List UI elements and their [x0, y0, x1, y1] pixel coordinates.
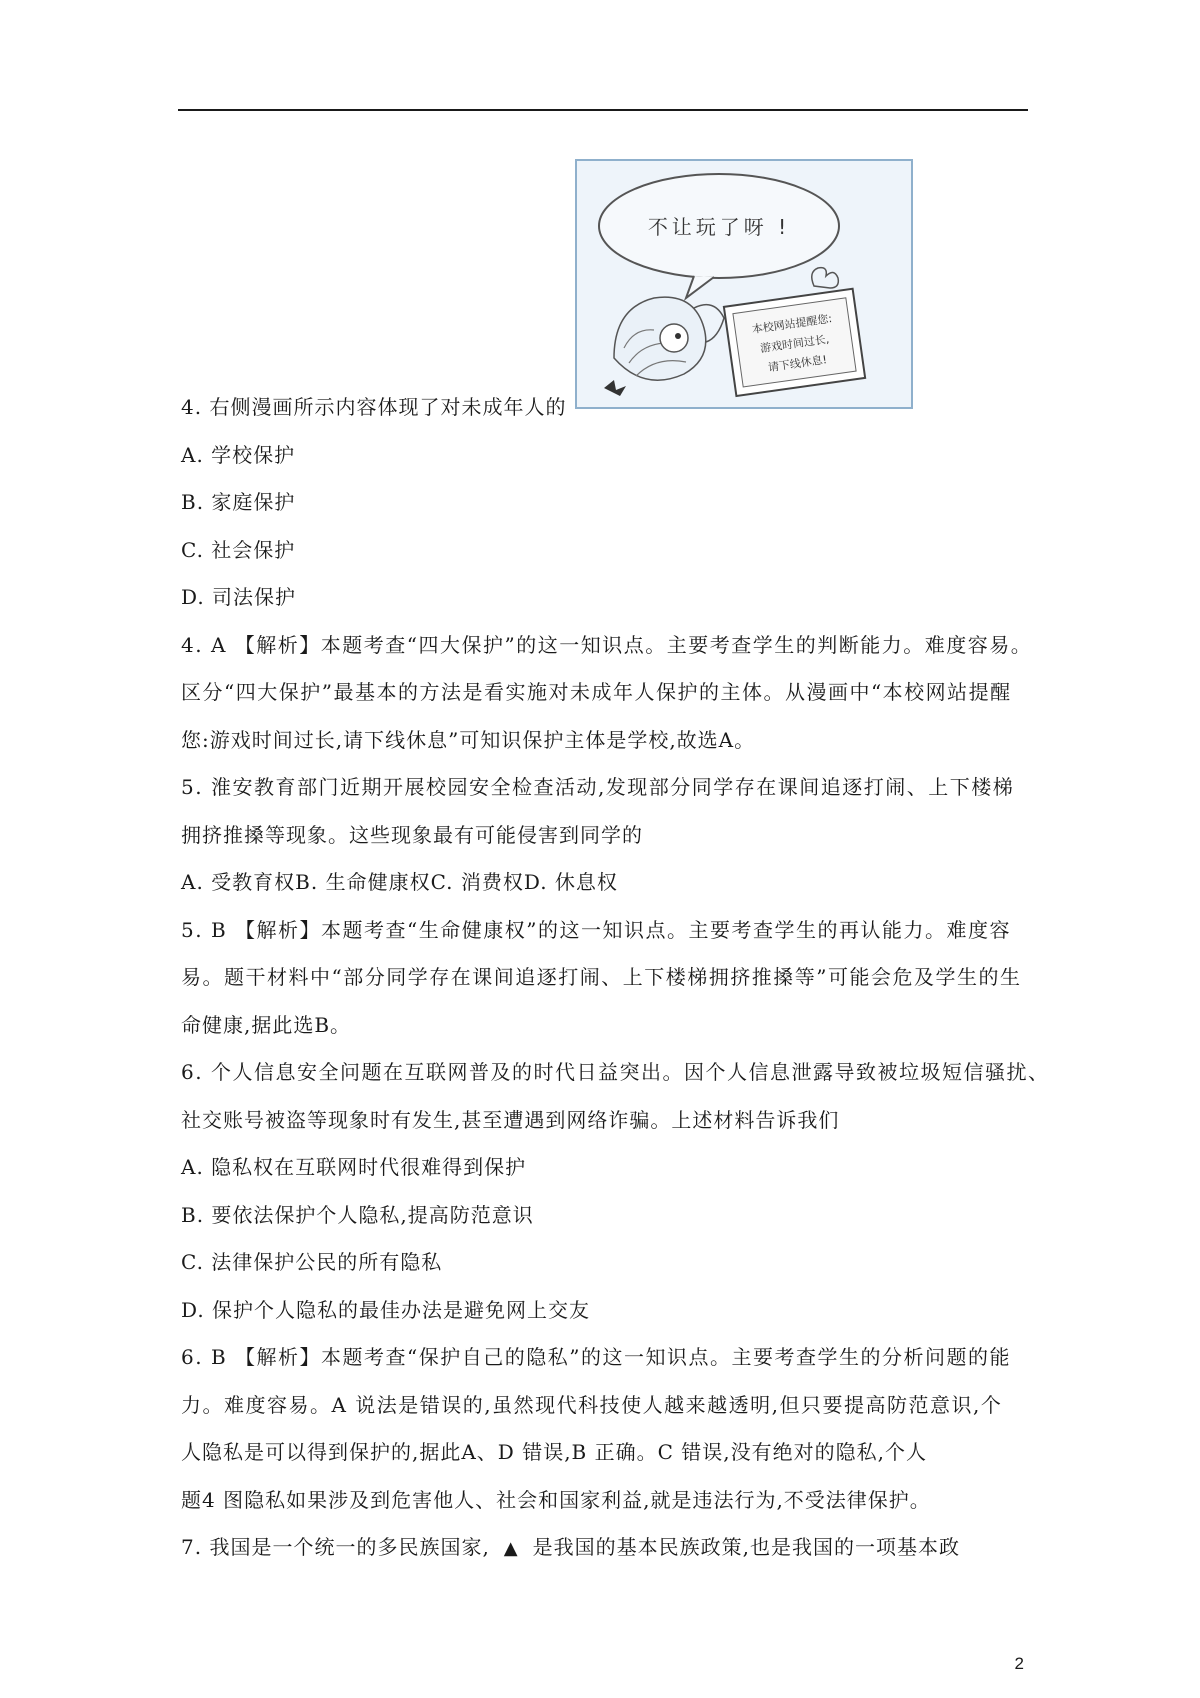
question-4-option-b: B. 家庭保护: [181, 490, 296, 514]
question-5-options: A. 受教育权B. 生命健康权C. 消费权D. 休息权: [181, 870, 618, 894]
speech-text: 不让玩了呀 !: [647, 215, 791, 239]
question-6-option-c: C. 法律保护公民的所有隐私: [181, 1250, 443, 1274]
question-6-line-2: 社交账号被盗等现象时有发生,甚至遭遇到网络诈骗。上述材料告诉我们: [181, 1107, 840, 1132]
question-7-text-before: 7. 我国是一个统一的多民族国家,: [181, 1535, 490, 1559]
cartoon-illustration: [574, 158, 914, 410]
header-rule: [178, 109, 1028, 111]
question-5-line-1: 5. 淮安教育部门近期开展校园安全检查活动,发现部分同学存在课间追逐打闹、上下楼梯: [181, 775, 1015, 799]
answer-4-line-3: 您:游戏时间过长,请下线休息”可知识保护主体是学校,故选A。: [181, 727, 756, 752]
question-6-option-d: D. 保护个人隐私的最佳办法是避免网上交友: [181, 1297, 591, 1322]
screen-line-2: 游戏时间过长,: [759, 332, 831, 356]
answer-4-line-2: 区分“四大保护”最基本的方法是看实施对未成年人保护的主体。从漫画中“本校网站提醒: [181, 680, 1012, 704]
question-6-option-a: A. 隐私权在互联网时代很难得到保护: [181, 1155, 527, 1179]
question-6-option-b: B. 要依法保护个人隐私,提高防范意识: [181, 1202, 534, 1227]
question-7-text-after: 是我国的基本民族政策,也是我国的一项基本政: [532, 1535, 960, 1559]
question-6-line-1: 6. 个人信息安全问题在互联网普及的时代日益突出。因个人信息泄露导致被垃圾短信骚扰、: [181, 1060, 1050, 1084]
page-number: 2: [1014, 1654, 1024, 1673]
question-4-option-c: C. 社会保护: [181, 537, 296, 562]
screen-line-1: 本校网站提醒您:: [751, 311, 833, 337]
question-5-line-2: 拥挤推搡等现象。这些现象最有可能侵害到同学的: [181, 822, 643, 847]
blank-triangle-icon: ▲: [503, 1538, 519, 1559]
answer-5-line-1: 5. B 【解析】本题考查“生命健康权”的这一知识点。主要考查学生的再认能力。难度容: [181, 917, 1011, 942]
answer-6-line-3: 人隐私是可以得到保护的,据此A、D 错误,B 正确。C 错误,没有绝对的隐私,个人: [181, 1440, 927, 1464]
question-4-stem: 4. 右侧漫画所示内容体现了对未成年人的: [181, 395, 567, 419]
answer-4-line-1: 4. A 【解析】本题考查“四大保护”的这一知识点。主要考查学生的判断能力。难度容易。: [181, 632, 1033, 657]
screen-line-3: 请下线休息!: [767, 353, 828, 375]
answer-5-line-2: 易。题干材料中“部分同学存在课间追逐打闹、上下楼梯拥挤推搡等”可能会危及学生的生: [181, 965, 1022, 989]
question-7-line-1: [181, 1524, 1031, 1573]
page-content: [181, 384, 1050, 1573]
answer-5-line-3: 命健康,据此选B。: [181, 1012, 352, 1037]
answer-6-line-1: 6. B 【解析】本题考查“保护自己的隐私”的这一知识点。主要考查学生的分析问题的能: [181, 1345, 1011, 1369]
question-4-option-a: A. 学校保护: [181, 442, 296, 467]
answer-6-line-2: 力。难度容易。A 说法是错误的,虽然现代科技使人越来越透明,但只要提高防范意识,个: [181, 1392, 1003, 1417]
answer-6-line-4: 题4 图隐私如果涉及到危害他人、社会和国家利益,就是违法行为,不受法律保护。: [181, 1487, 931, 1512]
question-4-option-d: D. 司法保护: [181, 585, 297, 609]
